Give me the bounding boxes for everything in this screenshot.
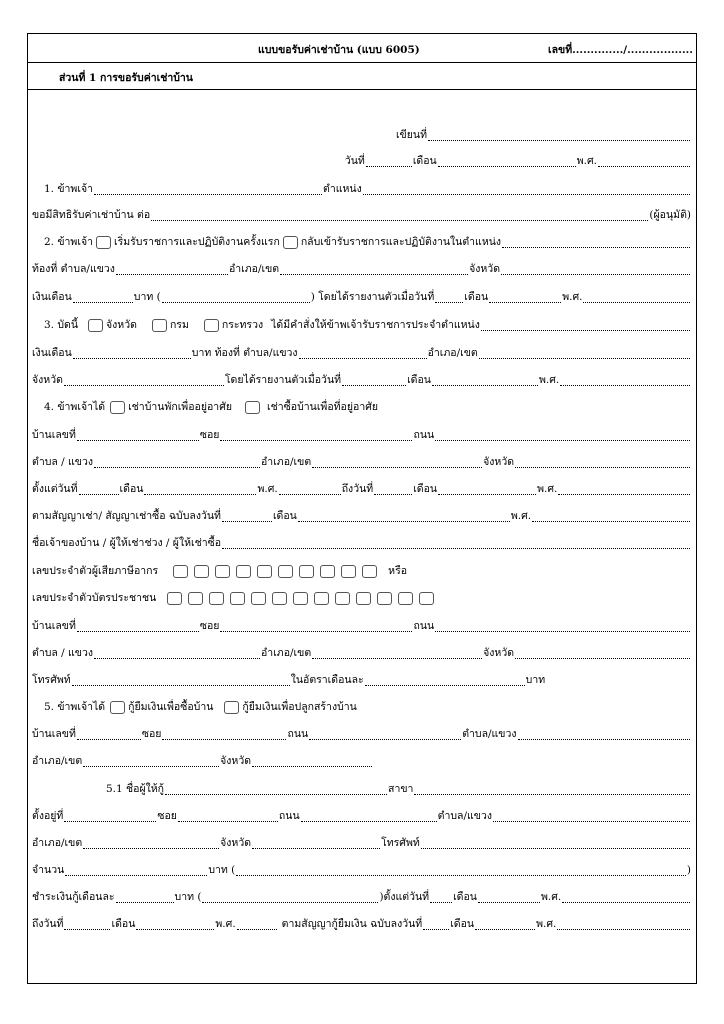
lender-district-field[interactable] xyxy=(83,837,219,849)
p2-row: 2. ข้าพเจ้า เริ่มรับราชการและปฏิบัติงานครั้งแรก กลับเข้ารับราชการและปฏิบัติงานในตำแหน่ง xyxy=(44,233,691,251)
p3-ministry-checkbox[interactable] xyxy=(204,319,219,332)
p2-report-year-field[interactable] xyxy=(583,291,690,303)
p4-until-month-field[interactable] xyxy=(438,483,536,495)
lender-soi-field[interactable] xyxy=(178,810,278,822)
idcard-digit-box[interactable] xyxy=(293,592,308,605)
position-field[interactable] xyxy=(363,183,690,195)
idcard-digit-box[interactable] xyxy=(230,592,245,605)
p2-salary-row: เงินเดือน บาท ( ) โดยได้รายงานตัวเมื่อวันที่ เดือน พ.ศ. xyxy=(32,288,691,306)
section-1-title: ส่วนที่ 1 การขอรับค่าเช่าบ้าน xyxy=(59,72,193,84)
p5-subdistrict-field[interactable] xyxy=(518,728,690,740)
idcard-digit-box[interactable] xyxy=(272,592,287,605)
p5-loan-buy-checkbox[interactable] xyxy=(110,701,125,714)
repay-amount-field[interactable] xyxy=(116,891,174,903)
year-field[interactable] xyxy=(598,155,690,167)
lender-road-field[interactable] xyxy=(301,810,437,822)
rent-rate-field[interactable] xyxy=(365,674,525,686)
idcard-digit-box[interactable] xyxy=(188,592,203,605)
idcard-digit-box[interactable] xyxy=(356,592,371,605)
return-service-checkbox[interactable] xyxy=(283,236,298,249)
p5-area-row: อำเภอ/เขต จังหวัด xyxy=(32,752,691,770)
p4-house-no-field[interactable] xyxy=(77,429,199,441)
p5-lender-row: 5.1 ชื่อผู้ให้กู้ สาขา xyxy=(106,780,691,798)
idcard-digit-box[interactable] xyxy=(314,592,329,605)
p5-loan-build-checkbox[interactable] xyxy=(224,701,239,714)
p4-until-year-field[interactable] xyxy=(558,483,690,495)
written-at-field[interactable] xyxy=(428,129,690,141)
repay-row: ชำระเงินกู้เดือนละ บาท ( )ตั้งแต่วันที่ เดือน พ.ศ. xyxy=(32,888,691,906)
p4-owner-row: ชื่อเจ้าของบ้าน / ผู้ให้เช่าช่วง / ผู้ให้เช่าซื้อ xyxy=(32,534,691,552)
taxid-digit-box[interactable] xyxy=(173,565,188,578)
p3-report-month-field[interactable] xyxy=(432,374,538,386)
p3-report-date-field[interactable] xyxy=(342,374,406,386)
lender-name-field[interactable] xyxy=(165,783,387,795)
form-number[interactable]: เลขที่............../.................. xyxy=(548,44,693,56)
p4-road-field[interactable] xyxy=(435,429,690,441)
p4-contract-month-field[interactable] xyxy=(298,510,510,522)
idcard-digit-box[interactable] xyxy=(209,592,224,605)
repay-words-field[interactable] xyxy=(202,891,378,903)
idcard-row: เลขประจำตัวบัตรประชาชน xyxy=(32,589,691,607)
owner-subdistrict-field[interactable] xyxy=(94,647,260,659)
p4-hire-purchase-checkbox[interactable] xyxy=(245,401,260,414)
p4-subdistrict-field[interactable] xyxy=(94,456,260,468)
p5-row: 5. ข้าพเจ้าได้ กู้ยืมเงินเพื่อซื้อบ้าน กู้ยืมเงินเพื่อปลูกสร้างบ้าน xyxy=(44,701,357,713)
p4-district-field[interactable] xyxy=(312,456,482,468)
taxid-digit-box[interactable] xyxy=(299,565,314,578)
lender-province-field[interactable] xyxy=(252,837,380,849)
p4-contract-row: ตามสัญญาเช่า/ สัญญาเช่าซื้อ ฉบับลงวันที่ เดือน พ.ศ. xyxy=(32,507,691,525)
p5-province-field[interactable] xyxy=(252,755,372,767)
repay-since-month-field[interactable] xyxy=(478,891,540,903)
p4-since-year-field[interactable] xyxy=(279,483,341,495)
taxid-row: เลขประจำตัวผู้เสียภาษีอากร หรือ xyxy=(32,565,408,577)
p4-contract-year-field[interactable] xyxy=(532,510,690,522)
p4-contract-date-field[interactable] xyxy=(222,510,272,522)
taxid-digit-box[interactable] xyxy=(215,565,230,578)
date-field[interactable] xyxy=(366,155,412,167)
p3-row: 3. บัดนี้ จังหวัด กรม กระทรวง ได้มีคำสั่งให้ข้าพเจ้ารับราชการประจำตำแหน่ง xyxy=(44,316,691,334)
lender-area-row: อำเภอ/เขต จังหวัด โทรศัพท์ xyxy=(32,834,691,852)
loan-amount-row: จำนวน บาท ( ) xyxy=(32,864,691,876)
p5-road-field[interactable] xyxy=(309,728,461,740)
loan-contract-month-field[interactable] xyxy=(475,918,535,930)
p3-province-checkbox[interactable] xyxy=(88,319,103,332)
p3-dept-checkbox[interactable] xyxy=(152,319,167,332)
p4-period-row: ตั้งแต่วันที่ เดือน พ.ศ. ถึงวันที่ เดือน พ.ศ. xyxy=(32,480,691,498)
approver-field[interactable] xyxy=(151,209,648,221)
p3-province-field[interactable] xyxy=(64,374,224,386)
lender-phone-field[interactable] xyxy=(421,837,690,849)
p4-since-date-field[interactable] xyxy=(79,483,119,495)
owner-soi-field[interactable] xyxy=(220,620,412,632)
owner-road-field[interactable] xyxy=(435,620,690,632)
section-1-header xyxy=(28,63,696,90)
repay-until-month-field[interactable] xyxy=(136,918,214,930)
lender-subdistrict-field[interactable] xyxy=(493,810,690,822)
p3-salary-field[interactable] xyxy=(73,347,191,359)
p5-soi-field[interactable] xyxy=(162,728,286,740)
loan-contract-year-field[interactable] xyxy=(557,918,690,930)
p3-position-field[interactable] xyxy=(481,319,690,331)
name-field[interactable] xyxy=(94,183,322,195)
p5-district-field[interactable] xyxy=(83,755,219,767)
owner-phone-field[interactable] xyxy=(72,674,290,686)
p2-salary-field[interactable] xyxy=(73,291,133,303)
repay-until-row: ถึงวันที่ เดือน พ.ศ. ตามสัญญากู้ยืมเงิน ฉบับลงวันที่ เดือน พ.ศ. xyxy=(32,915,691,933)
idcard-digit-box[interactable] xyxy=(251,592,266,605)
taxid-digit-box[interactable] xyxy=(278,565,293,578)
taxid-digit-box[interactable] xyxy=(236,565,251,578)
p4-address-row: บ้านเลขที่ ซอย ถนน xyxy=(32,426,691,444)
repay-until-year-field[interactable] xyxy=(237,918,277,930)
p3-report-year-field[interactable] xyxy=(560,374,690,386)
p4-area-row: ตำบล / แขวง อำเภอ/เขต จังหวัด xyxy=(32,453,691,471)
loan-contract-date-field[interactable] xyxy=(423,918,449,930)
taxid-digit-box[interactable] xyxy=(194,565,209,578)
idcard-digit-box[interactable] xyxy=(335,592,350,605)
date-row: วันที่ เดือน พ.ศ. xyxy=(32,152,691,170)
owner-phone-row: โทรศัพท์ ในอัตราเดือนละ บาท xyxy=(32,674,546,686)
idcard-digit-box[interactable] xyxy=(167,592,182,605)
p2-report-date-field[interactable] xyxy=(435,291,463,303)
owner-address-row: บ้านเลขที่ ซอย ถนน xyxy=(32,617,691,635)
p4-owner-field[interactable] xyxy=(222,537,690,549)
lender-address-row: ตั้งอยู่ที่ ซอย ถนน ตำบล/แขวง xyxy=(32,807,691,825)
repay-since-year-field[interactable] xyxy=(562,891,690,903)
owner-area-row: ตำบล / แขวง อำเภอ/เขต จังหวัด xyxy=(32,644,691,662)
p5-house-no-field[interactable] xyxy=(77,728,141,740)
p3-subdistrict-field[interactable] xyxy=(299,347,427,359)
p2-district-field[interactable] xyxy=(280,263,468,275)
idcard-digit-box[interactable] xyxy=(377,592,392,605)
p3-district-field[interactable] xyxy=(479,347,690,359)
p4-row: 4. ข้าพเจ้าได้ เช่าบ้านพักเพื่ออยู่อาศัย เช่าซื้อบ้านเพื่อที่อยู่อาศัย xyxy=(44,401,379,413)
taxid-digit-box[interactable] xyxy=(257,565,272,578)
p4-since-month-field[interactable] xyxy=(144,483,256,495)
loan-amount-words-field[interactable] xyxy=(236,864,686,876)
taxid-digit-box[interactable] xyxy=(362,565,377,578)
p4-rent-checkbox[interactable] xyxy=(110,401,125,414)
taxid-digit-box[interactable] xyxy=(341,565,356,578)
p1-row: 1. ข้าพเจ้า ตำแหน่ง xyxy=(44,180,691,198)
p2-subdistrict-field[interactable] xyxy=(116,263,228,275)
p5-address-row: บ้านเลขที่ ซอย ถนน ตำบล/แขวง xyxy=(32,725,691,743)
idcard-digit-box[interactable] xyxy=(419,592,434,605)
repay-since-date-field[interactable] xyxy=(430,891,452,903)
lender-located-field[interactable] xyxy=(64,810,156,822)
month-field[interactable] xyxy=(438,155,576,167)
owner-province-field[interactable] xyxy=(515,647,690,659)
p4-province-field[interactable] xyxy=(515,456,690,468)
form-page xyxy=(27,33,697,984)
idcard-digit-box[interactable] xyxy=(398,592,413,605)
p3-province-row: จังหวัด โดยได้รายงานตัวเมื่อวันที่ เดือน พ.ศ. xyxy=(32,371,691,389)
taxid-digit-box[interactable] xyxy=(320,565,335,578)
loan-amount-field[interactable] xyxy=(65,864,207,876)
repay-until-date-field[interactable] xyxy=(64,918,110,930)
p2-province-field[interactable] xyxy=(501,263,690,275)
p2-report-month-field[interactable] xyxy=(489,291,561,303)
p2-location-row: ท้องที่ ตำบล/แขวง อำเภอ/เขต จังหวัด xyxy=(32,260,691,278)
p2-position-field[interactable] xyxy=(502,236,690,248)
first-service-checkbox[interactable] xyxy=(96,236,111,249)
request-row: ขอมีสิทธิรับค่าเช่าบ้าน ต่อ (ผู้อนุมัติ) xyxy=(32,209,691,221)
p2-salary-words-field[interactable] xyxy=(162,291,310,303)
p4-until-date-field[interactable] xyxy=(374,483,412,495)
lender-branch-field[interactable] xyxy=(414,783,690,795)
owner-district-field[interactable] xyxy=(312,647,482,659)
form-header xyxy=(28,34,696,63)
p4-soi-field[interactable] xyxy=(220,429,412,441)
p3-salary-row: เงินเดือน บาท ท้องที่ ตำบล/แขวง อำเภอ/เขต xyxy=(32,344,691,362)
written-at-row: เขียนที่ xyxy=(32,126,691,144)
form-title: แบบขอรับค่าเช่าบ้าน (แบบ 6005) xyxy=(258,44,420,56)
owner-house-no-field[interactable] xyxy=(77,620,199,632)
